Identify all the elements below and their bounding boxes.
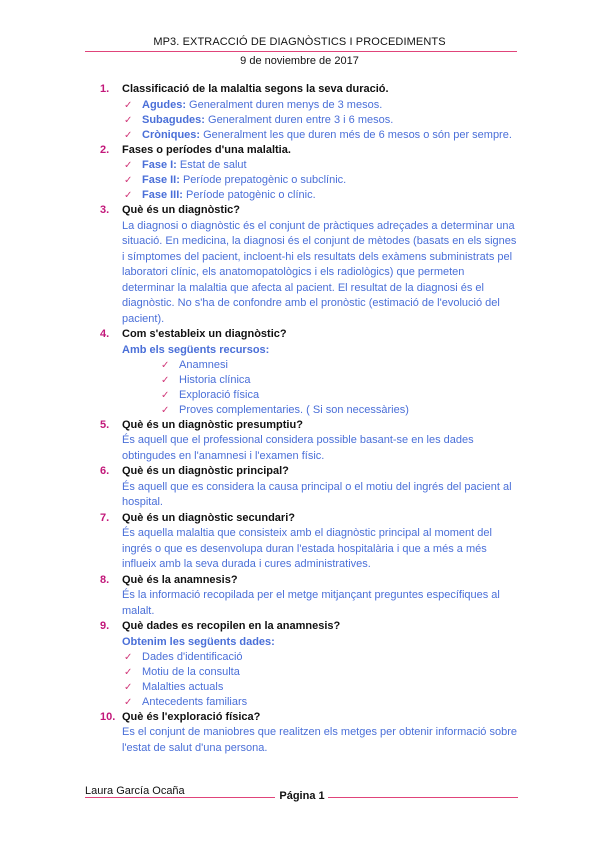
term: Cròniques: bbox=[142, 128, 201, 141]
checkmark-icon: ✓ bbox=[124, 129, 133, 141]
question-item bbox=[100, 82, 520, 143]
checkmark-icon: ✓ bbox=[161, 359, 170, 371]
page-date: 9 de noviembre de 2017 bbox=[240, 55, 359, 67]
question-item bbox=[100, 710, 520, 757]
question-number: 9. bbox=[100, 620, 110, 632]
question-number: 7. bbox=[100, 511, 110, 524]
question-title: Què és un diagnòstic principal? bbox=[122, 465, 289, 477]
question-item bbox=[100, 143, 520, 204]
list-item bbox=[122, 680, 520, 695]
term-description: Període prepatogènic o subclínic. bbox=[179, 174, 347, 186]
list-item bbox=[122, 98, 520, 113]
list-item-text: Anamnesi bbox=[179, 358, 228, 371]
answer-text: És aquell que es considera la causa principal o el motiu del ingrés del pacient al hospital. bbox=[122, 480, 512, 508]
question-item bbox=[100, 511, 520, 573]
question-title: Fases o períodes d'una malaltia. bbox=[122, 143, 291, 156]
list-item bbox=[122, 188, 520, 203]
list-item bbox=[122, 113, 520, 128]
checkmark-icon: ✓ bbox=[124, 696, 133, 708]
list-item bbox=[122, 695, 520, 710]
question-title: Què és un diagnòstic? bbox=[122, 204, 240, 216]
list-item-text: Historia clínica bbox=[179, 373, 251, 386]
list-item-text: Antecedents familiars bbox=[142, 695, 248, 708]
checkmark-icon: ✓ bbox=[124, 666, 133, 678]
answer-text: És aquella malaltia que consisteix amb el diagnòstic principal al moment del ingrés o que es desenvolupa duran l'estada hospitalària i que a més a més influeix amb la seva durada i cures administratives. bbox=[122, 527, 492, 570]
question-item bbox=[100, 327, 520, 418]
list-item bbox=[159, 373, 520, 388]
list-item bbox=[122, 128, 520, 143]
list-item bbox=[122, 665, 520, 680]
question-item bbox=[100, 203, 520, 327]
checkmark-icon: ✓ bbox=[124, 190, 133, 201]
question-title: Què és un diagnòstic secundari? bbox=[122, 511, 295, 524]
list-item bbox=[122, 158, 520, 173]
list-item-text: Exploració física bbox=[179, 388, 260, 401]
question-number: 3. bbox=[100, 204, 110, 216]
term-description: Generalment duren menys de 3 mesos. bbox=[186, 98, 383, 111]
answer-text: És la informació recopilada per el metge mitjançant preguntes específiques al malalt. bbox=[122, 589, 500, 617]
question-number: 4. bbox=[100, 328, 110, 340]
term-description: Generalment les que duren més de 6 mesos o són per sempre. bbox=[200, 128, 512, 141]
term: Agudes: bbox=[142, 98, 186, 111]
list-item bbox=[159, 388, 520, 403]
term-description: Període patogènic o clínic. bbox=[182, 189, 316, 201]
list-item bbox=[159, 358, 520, 373]
question-item bbox=[100, 418, 520, 465]
answer-text: És aquell que el professional considera possible basant-se en les dades obtingudes en l'anamnesi i l'examen físic. bbox=[122, 434, 474, 462]
checkmark-icon: ✓ bbox=[124, 160, 133, 171]
question-title: Què és l'exploració física? bbox=[122, 710, 261, 723]
question-number: 8. bbox=[100, 573, 110, 586]
term: Fase II: bbox=[142, 174, 180, 186]
term-description: Estat de salut bbox=[176, 159, 247, 171]
page-number: Página 1 bbox=[279, 790, 325, 802]
question-number: 1. bbox=[100, 83, 110, 95]
list-item bbox=[159, 403, 520, 418]
question-title: Què dades es recopilen en la anamnesis? bbox=[122, 620, 341, 632]
question-number: 2. bbox=[100, 143, 110, 156]
list-item bbox=[122, 173, 520, 188]
question-item bbox=[100, 619, 520, 710]
question-number: 10. bbox=[100, 710, 116, 723]
question-number: 6. bbox=[100, 465, 110, 477]
checkmark-icon: ✓ bbox=[124, 114, 133, 126]
question-title: Què és la anamnesis? bbox=[122, 573, 238, 586]
term: Subagudes: bbox=[142, 113, 205, 126]
question-item bbox=[100, 464, 520, 511]
answer-text: La diagnosi o diagnòstic és el conjunt de pràctiques adreçades a determinar una situació. En medicina, la diagnosi és el conjunt de mètodes (basats en els signes i símptomes del pacient, incloent-hi els resultats dels exàmens subministrats pel laboratori clínic, els anatomopatològics i els radiològics) que permeten determinar la malaltia que afecta al pacient. El resultat de la diagnosi és el diagnòstic. No s'ha de confondre amb el pronòstic (estimació de l'evolució del pacient). bbox=[122, 219, 517, 325]
footer-divider-left bbox=[85, 797, 275, 798]
answer-text: Es el conjunt de maniobres que realitzen els metges per obtenir informació sobre l'estat de salut d'una persona. bbox=[122, 726, 517, 754]
question-title: Què és un diagnòstic presumptiu? bbox=[122, 418, 303, 431]
checkmark-icon: ✓ bbox=[124, 99, 133, 111]
list-item bbox=[122, 650, 520, 665]
checkmark-icon: ✓ bbox=[161, 389, 170, 401]
list-item-text: Malalties actuals bbox=[142, 680, 224, 693]
question-number: 5. bbox=[100, 418, 110, 431]
checkmark-icon: ✓ bbox=[161, 374, 170, 386]
header-divider bbox=[85, 51, 517, 52]
question-title: Classificació de la malaltia segons la seva duració. bbox=[122, 83, 389, 95]
footer-divider-right bbox=[328, 797, 518, 798]
subheading: Amb els següents recursos: bbox=[122, 343, 270, 356]
footer-author: Laura García Ocaña bbox=[85, 785, 185, 797]
term: Fase I: bbox=[142, 159, 177, 171]
page-header-title: MP3. EXTRACCIÓ DE DIAGNÒSTICS I PROCEDIMENTS bbox=[153, 36, 446, 48]
checkmark-icon: ✓ bbox=[124, 681, 133, 693]
list-item-text: Proves complementaries. ( Si son necessàries) bbox=[179, 403, 409, 416]
question-title: Com s'estableix un diagnòstic? bbox=[122, 328, 287, 340]
list-item-text: Dades d'identificació bbox=[142, 650, 243, 663]
term: Fase III: bbox=[142, 189, 183, 201]
question-item bbox=[100, 573, 520, 620]
subheading: Obtenim les següents dades: bbox=[122, 635, 275, 648]
list-item-text: Motiu de la consulta bbox=[142, 665, 240, 678]
checkmark-icon: ✓ bbox=[161, 404, 170, 416]
document-body bbox=[100, 82, 520, 756]
checkmark-icon: ✓ bbox=[124, 175, 133, 186]
term-description: Generalment duren entre 3 i 6 mesos. bbox=[204, 113, 394, 126]
checkmark-icon: ✓ bbox=[124, 651, 133, 663]
